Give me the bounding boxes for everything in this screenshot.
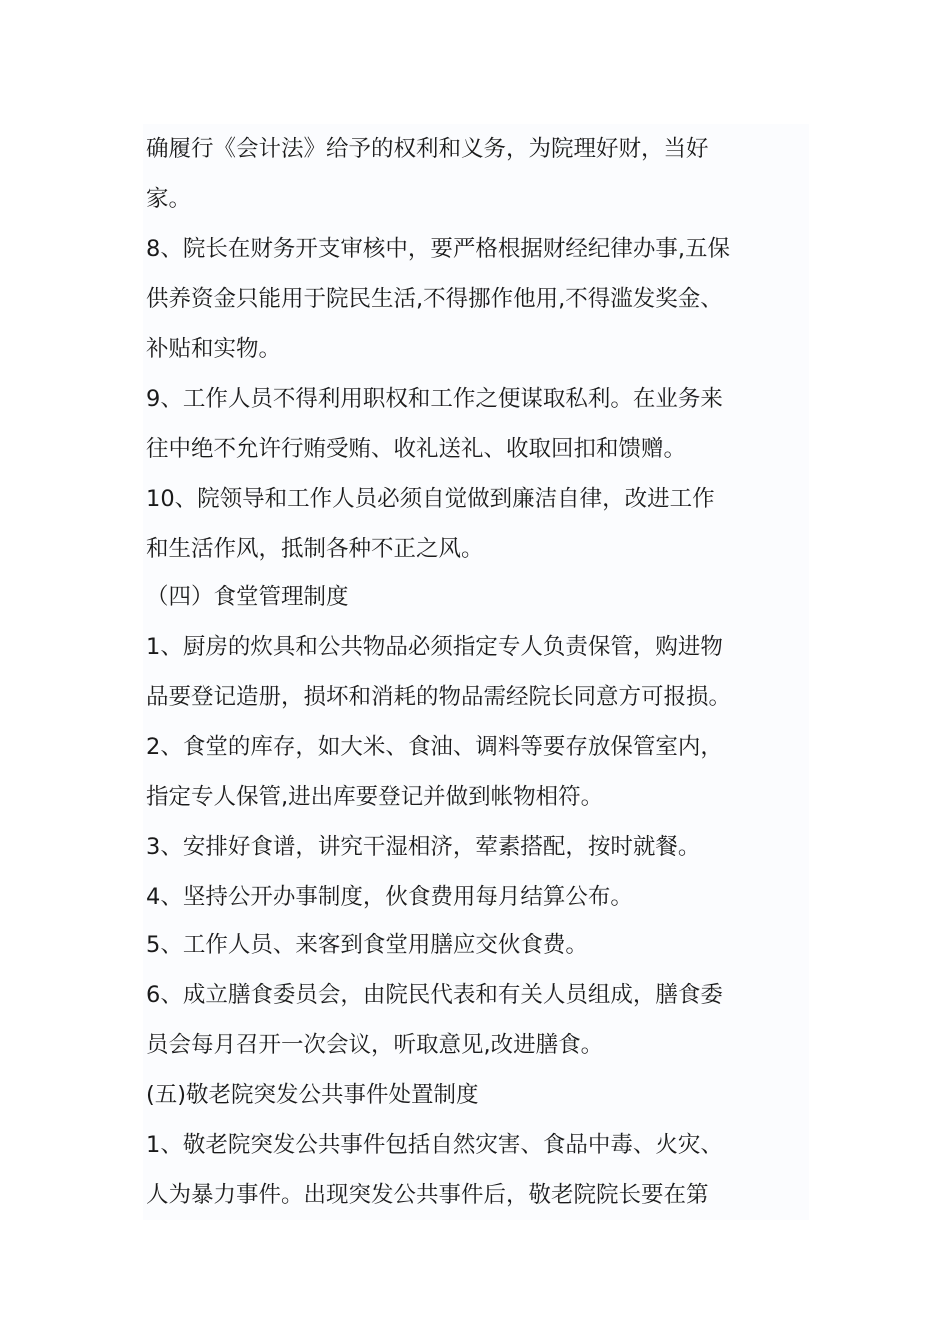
text-line: 确履行《会计法》给予的权利和义务，为院理好财，当好 [146,136,709,162]
text-line: 人为暴力事件。出现突发公共事件后，敬老院院长要在第 [146,1182,709,1208]
section-heading: （四）食堂管理制度 [146,584,349,610]
text-line: 3、安排好食谱，讲究干湿相济，荤素搭配，按时就餐。 [146,834,701,860]
text-line: 10、院领导和工作人员必须自觉做到廉洁自律，改进工作 [146,486,715,512]
text-line: 供养资金只能用于院民生活,不得挪作他用,不得滥发奖金、 [146,286,723,312]
text-line: 补贴和实物。 [146,336,282,362]
text-line: 1、厨房的炊具和公共物品必须指定专人负责保管，购进物 [146,634,723,660]
text-line: 2、食堂的库存，如大米、食油、调料等要存放保管室内， [146,734,723,760]
text-line: 家。 [146,186,192,212]
text-line: 1、敬老院突发公共事件包括自然灾害、食品中毒、火灾、 [146,1132,723,1158]
text-line: 9、工作人员不得利用职权和工作之便谋取私利。在业务来 [146,386,723,412]
text-line: 往中绝不允许行贿受贿、收礼送礼、收取回扣和馈赠。 [146,436,687,462]
text-line: 4、坚持公开办事制度，伙食费用每月结算公布。 [146,884,633,910]
text-line: 员会每月召开一次会议，听取意见,改进膳食。 [146,1032,604,1058]
text-line: 指定专人保管,进出库要登记并做到帐物相符。 [146,784,604,810]
text-line: 5、工作人员、来客到食堂用膳应交伙食费。 [146,932,588,958]
text-line: 6、成立膳食委员会，由院民代表和有关人员组成，膳食委 [146,982,723,1008]
text-line: 8、院长在财务开支审核中，要严格根据财经纪律办事,五保 [146,236,730,262]
section-heading: (五)敬老院突发公共事件处置制度 [146,1082,479,1108]
text-line: 品要登记造册，损坏和消耗的物品需经院长同意方可报损。 [146,684,732,710]
text-line: 和生活作风，抵制各种不正之风。 [146,536,484,562]
